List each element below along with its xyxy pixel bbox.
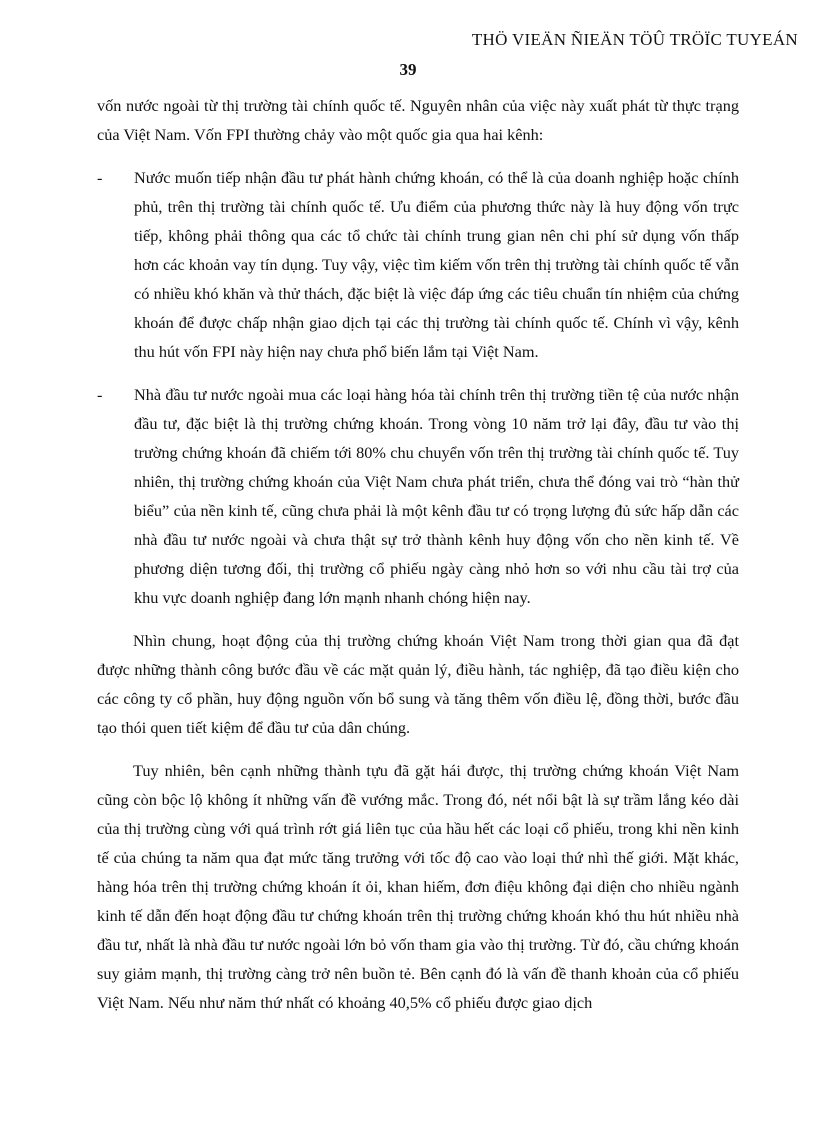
bullet-text-1: Nước muốn tiếp nhận đầu tư phát hành chứng khoán, có thể là của doanh nghiệp hoặc chính phủ, trên thị trường tài chính quốc tế. Ưu điểm của phương thức này là huy động vốn trực tiếp, không phải thông qua các tổ chức tài chính trung gian nên chi phí sử dụng vốn thấp hơn các khoản vay tín dụng. Tuy vậy, việc tìm kiếm vốn trên thị trường tài chính quốc tế vẫn có nhiều khó khăn và thử thách, đặc biệt là việc đáp ứng các tiêu chuẩn tín nhiệm của chứng khoán để được chấp nhận giao dịch tại các thị trường tài chính quốc tế. Chính vì vậy, kênh thu hút vốn FPI này hiện nay chưa phổ biến lắm tại Việt Nam.: [134, 168, 739, 361]
page-number: 39: [399, 60, 417, 79]
bullet-item-1: [97, 163, 739, 366]
paragraph-issues: Tuy nhiên, bên cạnh những thành tựu đã gặt hái được, thị trường chứng khoán Việt Nam cũng còn bộc lộ không ít những vấn đề vướng mắc. Trong đó, nét nổi bật là sự trầm lắng kéo dài của thị trường cùng với quá trình rớt giá liên tục của hầu hết các loại cổ phiếu, trong khi nền kinh tế của chúng ta năm qua đạt mức tăng trưởng với tốc độ cao vào loại thứ nhì thế giới. Mặt khác, hàng hóa trên thị trường chứng khoán ít ỏi, khan hiếm, đơn điệu không đại diện cho nhiều ngành kinh tế dẫn đến hoạt động đầu tư chứng khoán trên thị trường chứng khoán khó thu hút nhiều nhà đầu tư, nhất là nhà đầu tư nước ngoài lớn bỏ vốn tham gia vào thị trường. Từ đó, cầu chứng khoán suy giảm mạnh, thị trường càng trở nên buồn tẻ. Bên cạnh đó là vấn đề thanh khoản của cổ phiếu Việt Nam. Nếu như năm thứ nhất có khoảng 40,5% cổ phiếu được giao dịch: [97, 761, 739, 1012]
paragraph-intro: vốn nước ngoài từ thị trường tài chính quốc tế. Nguyên nhân của việc này xuất phát từ thực trạng của Việt Nam. Vốn FPI thường chảy vào một quốc gia qua hai kênh:: [97, 96, 739, 144]
bullet-dash: -: [97, 168, 103, 187]
document-body: [97, 91, 739, 1031]
paragraph-summary: Nhìn chung, hoạt động của thị trường chứng khoán Việt Nam trong thời gian qua đã đạt được những thành công bước đầu về các mặt quản lý, điều hành, tác nghiệp, đã tạo điều kiện cho các công ty cổ phần, huy động nguồn vốn bổ sung và tăng thêm vốn điều lệ, đồng thời, bước đầu tạo thói quen tiết kiệm để đầu tư của dân chúng.: [97, 631, 739, 737]
bullet-dash: -: [97, 385, 103, 404]
bullet-item-2: [97, 380, 739, 612]
running-header: THÖ VIEÄN ÑIEÄN TÖÛ TRÖÏC TUYEÁN: [471, 30, 798, 49]
bullet-text-2: Nhà đầu tư nước ngoài mua các loại hàng hóa tài chính trên thị trường tiền tệ của nước nhận đầu tư, đặc biệt là thị trường chứng khoán. Trong vòng 10 năm trở lại đây, đầu tư vào thị trường chứng khoán đã chiếm tới 80% chu chuyển vốn trên thị trường tài chính quốc tế. Tuy nhiên, thị trường chứng khoán của Việt Nam chưa phát triển, chưa thể đóng vai trò “hàn thử biểu” của nền kinh tế, cũng chưa phải là một kênh đầu tư có trọng lượng đủ sức hấp dẫn các nhà đầu tư nước ngoài và chưa thật sự trở thành kênh huy động vốn cho nền kinh tế. Về phương diện tương đối, thị trường cổ phiếu ngày càng nhỏ hơn so với nhu cầu tài trợ của khu vực doanh nghiệp đang lớn mạnh nhanh chóng hiện nay.: [134, 385, 739, 607]
